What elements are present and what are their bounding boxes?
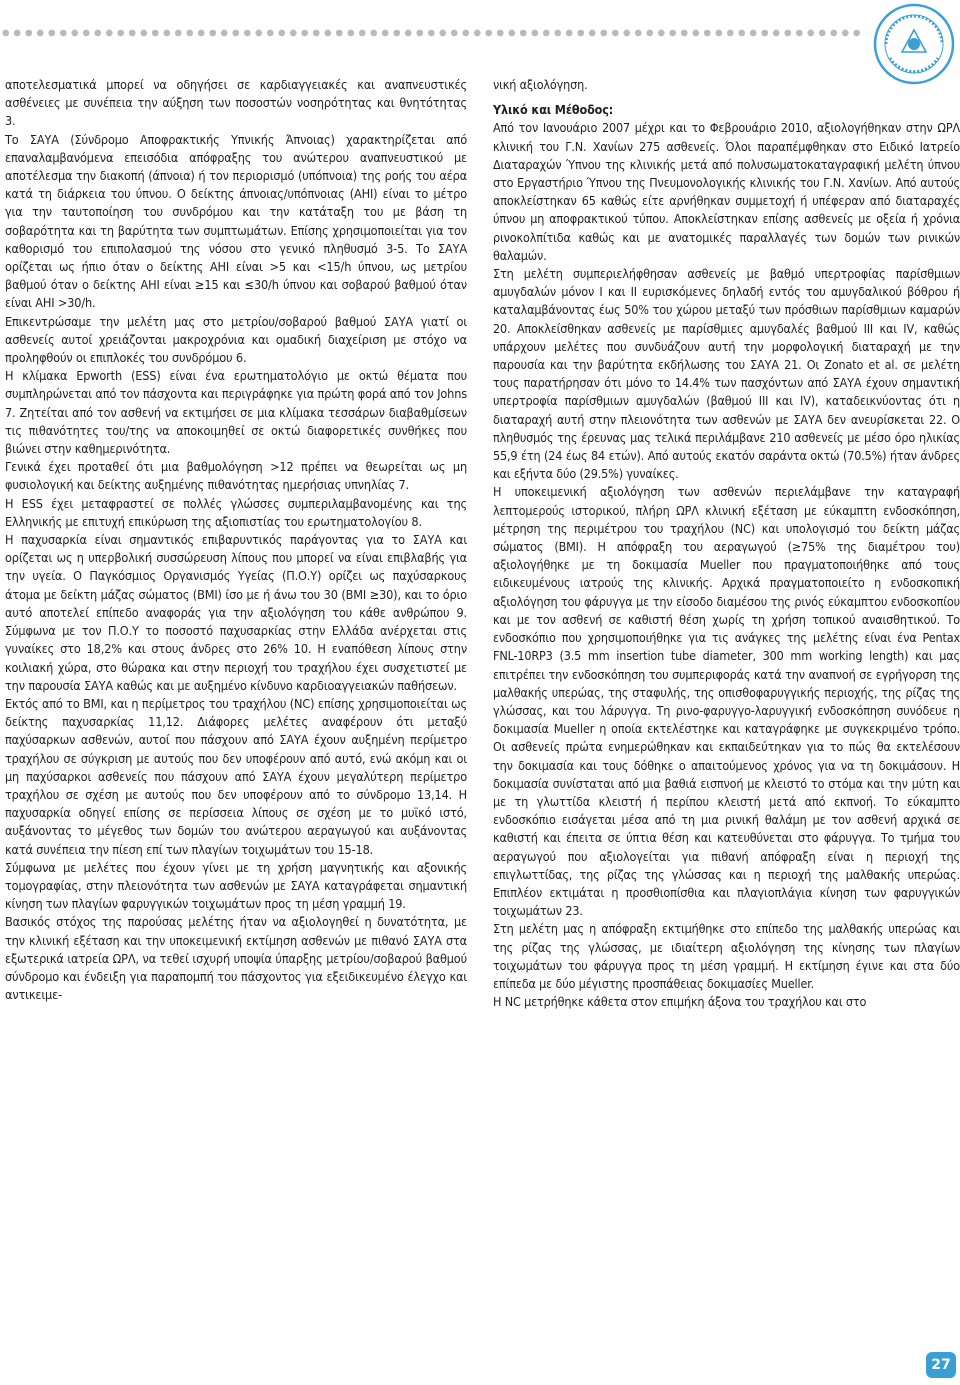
paragraph: Επικεντρώσαμε την μελέτη μας στο μετρίου/σοβαρού βαθμού ΣΑΥΑ γιατί οι ασθενείς αυτοί χρειάζονται μακροχρόνια και ομαδική διαχείριση με στόχο να προληφθούν οι επιπλοκές του συνδρόμου 6. [5, 313, 467, 366]
paragraph: Γενικά έχει προταθεί ότι μια βαθμολόγηση >12 πρέπει να θεωρείται ως μη φυσιολογική και δείκτης αυξημένης πιθανότητας ημερήσιας υπνηλίας 7. [5, 459, 467, 493]
paragraph: Η NC μετρήθηκε κάθετα στον επιμήκη άξονα του τραχήλου και στο [493, 994, 867, 1010]
page-number: 27 [931, 1357, 951, 1373]
paragraph: Σύμφωνα με μελέτες που έχουν γίνει με τη χρήση μαγνητικής και αξονικής τομογραφίας, στην πλειονότητα των ασθενών με ΣΑΥΑ καταγράφεται σημαντική κίνηση των πλαγίων φαρυγγικών τοιχωμάτων προς τη μέση γραμμή 19. [5, 859, 467, 912]
paragraph: Η κλίμακα Epworth (ESS) είναι ένα ερωτηματολόγιο με οκτώ θέματα που συμπληρώνεται από τον πάσχοντα και περιγράφηκε για πρώτη φορά από τον Johns 7. Ζητείται από τον ασθενή να εκτιμήσει σε μια κλίμακα τεσσάρων διαβαθμίσεων τις πιθανότητες του/της να αποκοιμηθεί σε οκτώ διαφορετικές συνθήκες που βιώνει στην καθημερινότητα. [5, 368, 467, 457]
paragraph: Στη μελέτη μας η απόφραξη εκτιμήθηκε στο επίπεδο της μαλθακής υπερώας και της ρίζας της γλώσσας, με ιδιαίτερη αξιολόγηση της κίνησης των πλαγίων τοιχωμάτων του φάρυγγα προς τη μέση γραμμή. Η εκτίμηση έγινε και στα δύο επίπεδα με δύο μέγιστης προσπάθειας δοκιμασίες Mueller. [493, 921, 960, 991]
paragraph: Εκτός από το BMI, και η περίμετρος του τραχήλου (NC) επίσης χρησιμοποιείται ως δείκτης παχυσαρκίας 11,12. Διάφορες μελέτες αναφέρουν ότι μεταξύ παχύσαρκων ασθενών, αυτοί που πάσχουν από ΣΑΥΑ έχουν αυξημένη περίμετρο τραχήλου σε σύγκριση με αυτούς που δεν υποφέρουν από αυτό, ενώ ακόμη και οι μη παχύσαρκοι ασθενείς που πάσχουν από ΣΑΥΑ έχουν μεγαλύτερη περίμετρο τραχήλου σε σχέση με αυτούς που δεν υποφέρουν από το σύνδρομο 13,14. Η παχυσαρκία οδηγεί επίσης σε περίσσεια λίπους σε σχέση με το μυϊκό ιστό, αυξάνοντας το μέγεθος των δομών του ανώτερου αεραγωγού και αυξάνοντας κατά συνέπεια την πίεση επί των πλαγίων τοιχωμάτων του 15-18. [5, 695, 467, 857]
paragraph: Το ΣΑΥΑ (Σύνδρομο Αποφρακτικής Υπνικής Άπνοιας) χαρακτηρίζεται από επαναλαμβανόμενα επεισόδια απόφραξης του ανώτερου αναπνευστικού με αποτέλεσμα την διακοπή (άπνοια) ή τον περιορισμό (υπόπνοια) της ροής του αέρα κατά τη διάρκεια του ύπνου. Ο δείκτης άπνοιας/υπόπνοιας (AHI) είναι το μέτρο για την ταυτοποίηση του συνδρόμου και την κατάταξη του με βάση τη σοβαρότητα και τη βαρύτητα των συμπτωμάτων. Επίσης χρησιμοποιείται για τον καθορισμό του επιπολασμού της νόσου στο γενικό πληθυσμό 3-5. Το ΣΑΥΑ ορίζεται ως ήπιο όταν ο δείκτης AHI είναι >5 και <15/h ύπνου, ως μετρίου βαθμού όταν ο δείκτης AHI είναι ≥15 και ≤30/h ύπνου και σοβαρού βαθμού όταν είναι AHI >30/h. [5, 131, 467, 311]
section-heading: Υλικό και Μέθοδος: [493, 102, 614, 118]
paragraph: Η υποκειμενική αξιολόγηση των ασθενών περιελάμβανε την καταγραφή λεπτομερούς ιστορικού, πλήρη ΩΡΛ κλινική εξέταση με εύκαμπτη ενδοσκόπηση, μέτρηση της περιμέτρου του τραχήλου (NC) και υπολογισμό του δείκτη μάζας σώματος (BMI). Η απόφραξη του αεραγωγού (≥75% της διαμέτρου του) αξιολογήθηκε με τη δοκιμασία Mueller που πραγματοποιήθηκε από τους ειδικευμένους ιατρούς της κλινικής. Αρχικά πραγματοποιείτο η ενδοσκοπική αξιολόγηση του φάρυγγα με την είσοδο διαμέσου της ρινός εύκαμπτου ενδοσκοπίου και με τον ασθενή σε καθιστή θέση χωρίς τη χρήση τοπικού αναισθητικού. Το ενδοσκόπιο που χρησιμοποιήθηκε για τις ανάγκες της μελέτης είναι ένα Pentax FNL-10RP3 (3.5 mm insertion tube diameter, 300 mm working length) και μας επιτρέπει την ενδοσκόπηση του συμπεριφοράς κατά την αναπνοή σε εγρήγορση της μαλθακής υπερώας, της σταφυλής, της οπισθοφαρυγγικής περιοχής, της ρίζας της γλώσσας, και του λάρυγγα. Τη ρινο-φαρυγγο-λαρυγγική ενδοσκόπηση συνόδευε η δοκιμασία Mueller η οποία εκτελέστηκε και καταγράφηκε με συγκεκριμένο τρόπο. Οι ασθενείς πρώτα ενημερώθηκαν και εκπαιδεύτηκαν για το πώς θα εκτελέσουν την δοκιμασία και τους δόθηκε ο απαιτούμενος χρόνος για να τη δοκιμάσουν. Η δοκιμασία συνίσταται από μια βαθιά εισπνοή με κλειστό το στόμα και την μύτη και με τη γλωττίδα κλειστή ή περίπου κλειστή μετά από εκπνοή. Το εύκαμπτο ενδοσκόπιο εισάγεται μέσα από τη μια ρινική θαλάμη με τον ασθενή αρχικά σε καθιστή και έπειτα σε ύπτια θέση και κατευθύνεται στο φάρυγγα. Το τμήμα του αεραγωγού που αξιολογείται για πιθανή απόφραξη είναι η περιοχή της επιγλωττίδας, της ρίζας της γλώσσας και η περιοχή της μαλθακής υπερώας. Επιπλέον εκτιμάται η προσθιοπίσθια και πλαγιοπλάγια κίνηση των φαρυγγικών τοιχωμάτων 23. [493, 484, 960, 919]
paragraph: Η παχυσαρκία είναι σημαντικός επιβαρυντικός παράγοντας για το ΣΑΥΑ και ορίζεται ως η υπερβολική συσσώρευση λίπους που μπορεί να είναι επιβλαβής για την υγεία. Ο Παγκόσμιος Οργανισμός Υγείας (Π.Ο.Υ) ορίζει ως παχύσαρκους άτομα με δείκτη μάζας σώματος (BMI) ίσο με ή άνω του 30 (BMI ≥30), και το όριο αυτό αποτελεί επίπεδο αναφοράς για την αξιολόγηση του κάθε ανθρώπου 9. Σύμφωνα με τον Π.Ο.Υ το ποσοστό παχυσαρκίας στην Ελλάδα ανέρχεται στις γυναίκες στο 18,2% και στους άνδρες στο 26% 10. Η εναπόθεση λίπους στην κοιλιακή χώρα, στο θώρακα και στην περιοχή του τραχήλου έχει συσχετιστεί με την παρουσία ΣΑΥΑ καθώς και με αυξημένο κίνδυνο καρδιοαγγειακών παθήσεων. [5, 532, 467, 693]
society-seal-logo [872, 2, 956, 86]
paragraph: Από τον Ιανουάριο 2007 μέχρι και το Φεβρουάριο 2010, αξιολογήθηκαν στην ΩΡΛ κλινική του Γ.Ν. Χανίων 275 ασθενείς. Όλοι παραπέμφθηκαν στο Ειδικό Ιατρείο Διαταραχών Ύπνου της κλινικής μετά από πολυσωματοκαταγραφική μελέτη ύπνου στο Εργαστήριο Ύπνου της Πνευμονολογικής κλινικής του Γ.Ν. Χανίων. Από αυτούς αποκλείστηκαν 65 καθώς είτε αρνήθηκαν συμμετοχή ή υπέφεραν από διαταραχές ύπνου μη αποφρακτικού τύπου. Αποκλείστηκαν επίσης ασθενείς με οξεία ή χρόνια ρινοκολπίτιδα καθώς και με ανατομικές παραλλαγές των δομών των ρινικών θαλαμών. [493, 120, 960, 263]
paragraph: νική αξιολόγηση. [493, 77, 588, 92]
paragraph: Βασικός στόχος της παρούσας μελέτης ήταν να αξιολογηθεί η δυνατότητα, με την κλινική εξέταση και την υποκειμενική εκτίμηση ασθενών με πιθανό ΣΑΥΑ στα εξωτερικά ιατρεία ΩΡΛ, να τεθεί ισχυρή υποψία ύπαρξης μετρίου/σοβαρού βαθμού σύνδρομο και ένδειξη για παραπομπή του πάσχοντος για εξειδικευμένο έλεγχο και αντικειμε- [5, 914, 467, 1003]
paragraph: αποτελεσματικά μπορεί να οδηγήσει σε καρδιαγγειακές και αναπνευστικές ασθένειες με συνέπεια την αύξηση των ποσοστών νοσηρότητας και θνητότητας 3. [5, 77, 467, 129]
paragraph: Στη μελέτη συμπεριελήφθησαν ασθενείς με βαθμό υπερτροφίας παρίσθμιων αμυγδαλών μόνον I και II ευρισκόμενες δηλαδή εντός του αμυγδαλικού βόθρου ή καταλαμβάνοντας έως 50% του χώρου μεταξύ των πρόσθιων παρίσθμιων καμαρών 20. Αποκλείσθηκαν ασθενείς με παρίσθμιες αμυγδαλές βαθμού III και IV, καθώς υπάρχουν μελέτες που συνδυάζουν αυτή την μορφολογική διαταραχή με την παρουσία και την βαρύτητα εκδήλωσης του ΣΑΥΑ 21. Οι Zonato et al. σε μελέτη τους παρατήρησαν ότι μόνο το 14.4% των πασχόντων από ΣΑΥΑ έχουν σημαντική υπερτροφία παρίσθμιων αμυγδαλών (βαθμού III και IV), καταδεικνύοντας ότι η διαταραχή αυτή στην πλειονότητα των ασθενών με ΣΑΥΑ δεν ανευρίσκεται 22. Ο πληθυσμός της έρευνας μας τελικά περιλάμβανε 210 ασθενείς με μέσο όρο ηλικίας 55,9 έτη (24 έως 84 ετών). Από αυτούς εκατόν σαράντα οκτώ (70.5%) ήταν άνδρες και εξήντα δύο (29.5%) γυναίκες. [493, 266, 960, 482]
paragraph: Η ESS έχει μεταφραστεί σε πολλές γλώσσες συμπεριλαμβανομένης και της Ελληνικής με επιτυχή επικύρωση της αξιοπιστίας του ερωτηματολογίου 8. [5, 495, 467, 529]
left-text-column [5, 76, 467, 1004]
dotted-header-rule [0, 27, 860, 39]
page-number-badge [926, 1352, 956, 1378]
right-text-column [493, 76, 960, 1011]
